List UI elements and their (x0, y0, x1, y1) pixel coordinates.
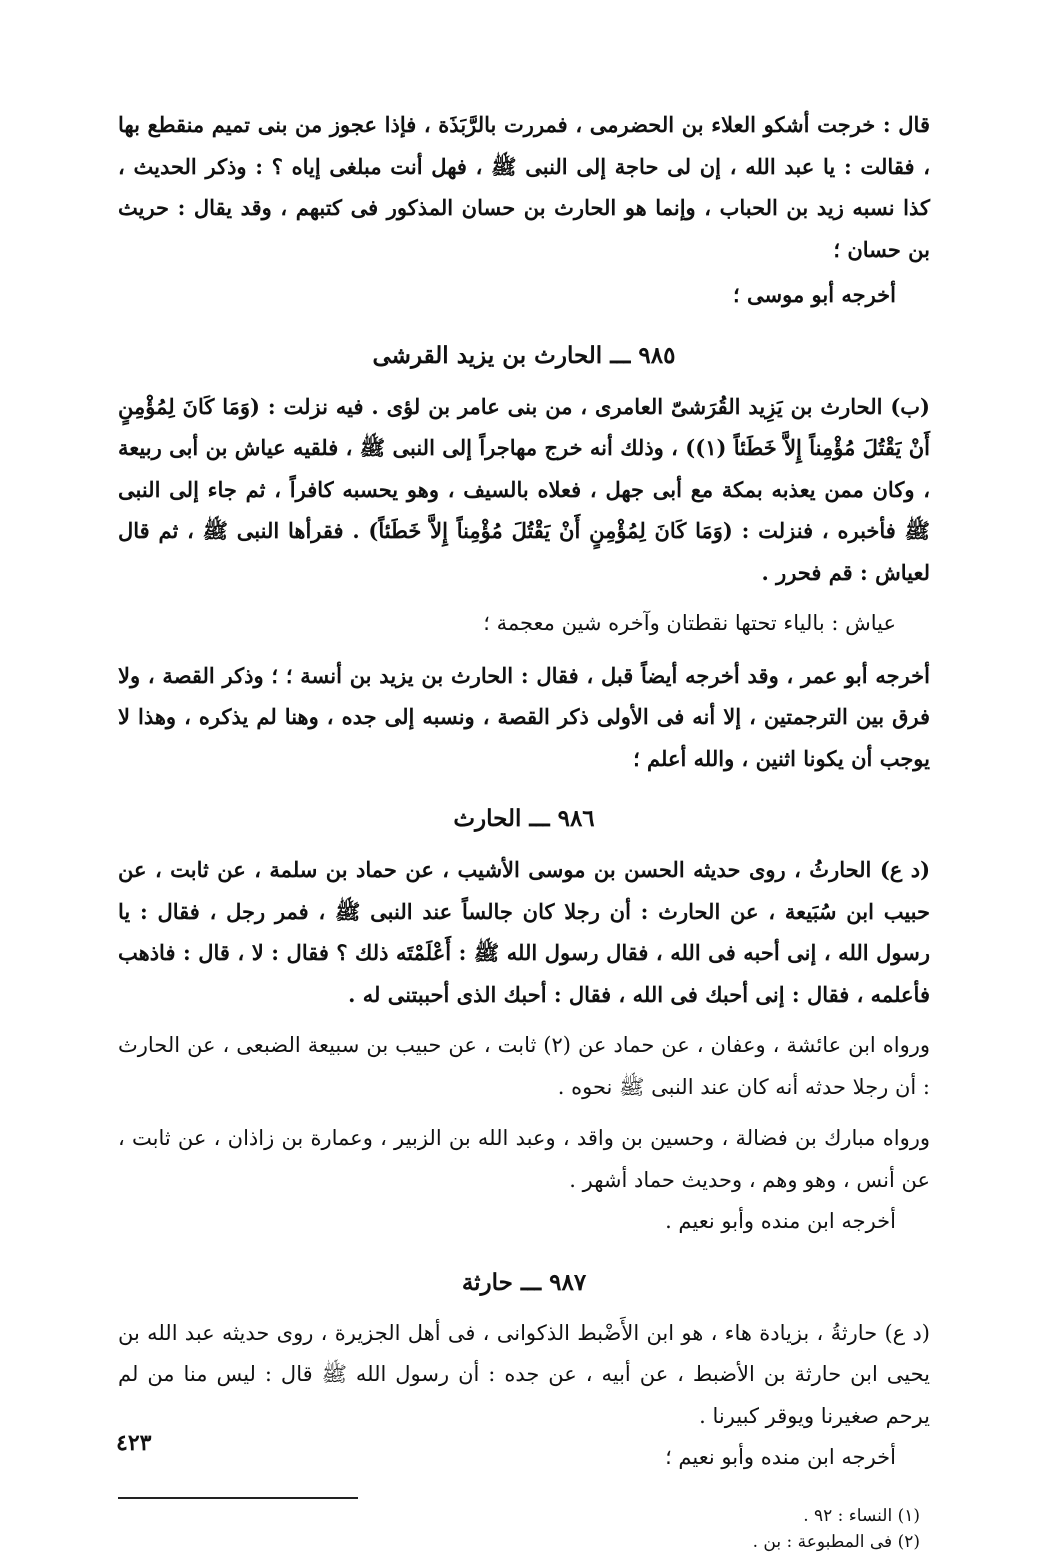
footnote-2: (٢) فى المطبوعة : بن . (752, 1531, 920, 1552)
page-number: ٤٢٣ (116, 1430, 152, 1456)
footnote-1: (١) النساء : ٩٢ . (803, 1505, 920, 1526)
entry-987-title: ٩٨٧ ـــ حارثة (461, 1268, 587, 1296)
entry-987 (118, 1261, 930, 1479)
entry-986-title: ٩٨٦ ـــ الحارث (453, 805, 595, 832)
entry-986-paragraph-1: (د ع) الحارثُ ، روى حديثه الحسن بن موسى الأشيب ، عن حماد بن سلمة ، عن ثابت ، عن حبيب ابن سُبَيعة ، عن الحارث : أن رجلا كان جالساً عند النبى ﷺ ، فمر رجل ، فقال : يا رسول الله ، إنى أحبه فى الله ، فقال رسول الله ﷺ : أَعْلَمْتَه ذلك ؟ فقال : لا ، قال : فاذهب فأعلمه ، فقال : إنى أحبك فى الله ، فقال : أحبك الذى أحببتنى له . (118, 857, 930, 1007)
footnotes (118, 1503, 930, 1555)
footnote-divider (118, 1497, 358, 1499)
entry-986-paragraph-3: ورواه مبارك بن فضالة ، وحسين بن واقد ، وعبد الله بن الزبير ، وعمارة بن زاذان ، عن ثابت ، عن أنس ، وهو وهم ، وحديث حماد أشهر . (118, 1126, 930, 1192)
entry-986-paragraph-2: ورواه ابن عائشة ، وعفان ، عن حماد عن (٢) ثابت ، عن حبيب بن سبيعة الضبعى ، عن الحارث : أن رجلا حدثه أنه كان عند النبى ﷺ نحوه . (118, 1033, 930, 1099)
entry-985 (118, 334, 930, 780)
carryover-paragraph: قال : خرجت أشكو العلاء بن الحضرمى ، فمررت بالرَّبَذَة ، فإذا عجوز من بنى تميم منقطع بها ، فقالت : يا عبد الله ، إن لى حاجة إلى النبى ﷺ ، فهل أنت مبلغى إياه ؟ : وذكر الحديث ، كذا نسبه زيد بن الحباب ، وإنما هو الحارث بن حسان المذكور فى كتبهم ، وقد يقال : حريث بن حسان ؛ (118, 112, 930, 262)
carryover-source-note: أخرجه أبو موسى ؛ (733, 282, 896, 307)
entry-985-paragraph-2: عياش : بالياء تحتها نقطتان وآخره شين معجمة ؛ (483, 611, 896, 635)
entry-987-paragraph-2: أخرجه ابن منده وأبو نعيم ؛ (665, 1445, 896, 1469)
carryover-section (118, 104, 930, 316)
entry-985-paragraph-1: (ب) الحارث بن يَزِيد القُرَشىّ العامرى ، من بنى عامر بن لؤى . فيه نزلت : (وَمَا كَانَ لِمُؤْمِنٍ أَنْ يَقْتُلَ مُؤْمِناً إِلاَّ خَطَئاً (١)) ، وذلك أنه خرج مهاجراً إلى النبى ﷺ ، فلقيه عياش بن أبى ربيعة ، وكان ممن يعذبه بمكة مع أبى جهل ، فعلاه بالسيف ، وهو يحسبه كافراً ، ثم جاء إلى النبى ﷺ فأخبره ، فنزلت : (وَمَا كَانَ لِمُؤْمِنٍ أَنْ يَقْتُلَ مُؤْمِناً إِلاَّ خَطَئاً) . فقرأها النبى ﷺ ، ثم قال لعياش : قم فحرر . (118, 393, 930, 585)
entry-986 (118, 797, 930, 1243)
entry-985-paragraph-3: أخرجه أبو عمر ، وقد أخرجه أيضاً قبل ، فقال : الحارث بن يزيد بن أنسة ؛ ؛ وذكر القصة ، ولا فرق بين الترجمتين ، إلا أنه فى الأولى ذكر القصة ، ونسبه إلى جده ، وهنا لم يذكره ، وهذا لا يوجب أن يكونا اثنين ، والله أعلم ؛ (118, 662, 930, 771)
entry-986-paragraph-4: أخرجه ابن منده وأبو نعيم . (665, 1209, 896, 1233)
entry-987-paragraph-1: (د ع) حارثةُ ، بزيادة هاء ، هو ابن الأَضْبط الذكوانى ، فى أهل الجزيرة ، روى حديثه عبد الله بن يحيى ابن حارثة بن الأضبط ، عن أبيه ، عن جده : أن رسول الله ﷺ قال : ليس منا من لم يرحم صغيرنا ويوقر كبيرنا . (118, 1320, 930, 1428)
entry-985-title: ٩٨٥ ـــ الحارث بن يزيد القرشى (372, 341, 676, 369)
